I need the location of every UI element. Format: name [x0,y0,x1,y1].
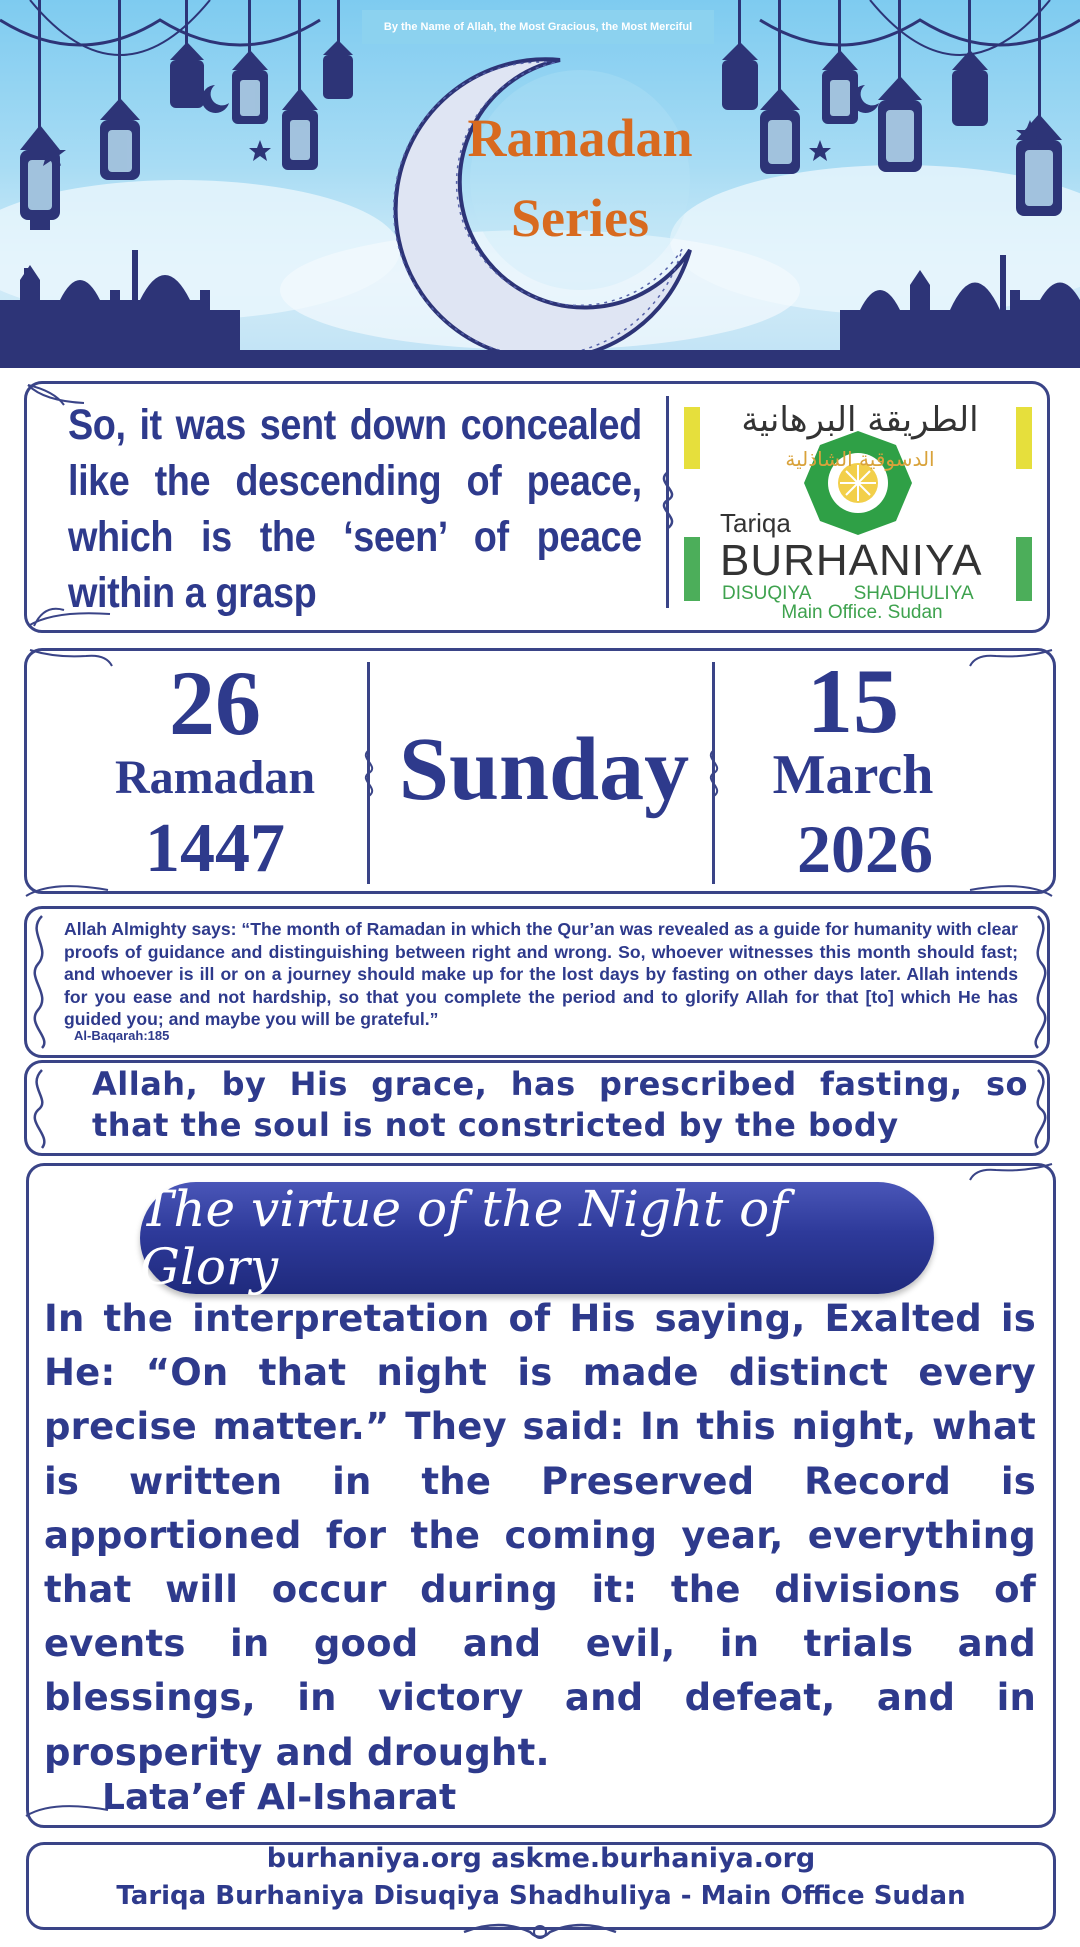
hijri-year: 1447 [145,810,285,887]
side-scroll-ornament-icon [22,1066,56,1152]
logo-arabic-title: الطريقة البرهانية [741,400,979,440]
logo-arabic-subtitle: الدسوقية الشاذلية [785,447,935,471]
series-title [455,98,705,258]
logo-sub-right: SHADHULIYA [853,583,974,604]
header-banner [0,0,1080,368]
logo-name: BURHANIYA [720,536,983,585]
footer-ornament-icon [460,1918,620,1946]
series-title-line2: Series [511,188,649,248]
gregorian-month: March [772,744,934,806]
series-title-line1: Ramadan [467,108,693,168]
side-scroll-ornament-icon [1024,1066,1058,1152]
verse-text: Allah Almighty says: “The month of Ramadan in which the Qur’an was revealed as a guide for humanity with clear proofs of guidance and distinguishing between right and wrong. So, whoever witnesses this month should fast; and whoever is ill or on a journey should make up for the lost days by fasting on other days later. Allah intends for you ease and not hardship, so that you complete the period and to glorify Allah for that [to] which He has guided you; and maybe you will be grateful.” [64,919,1018,1029]
article-title-banner: The virtue of the Night of Glory [140,1182,934,1294]
verse-reference: Al-Baqarah:185 [74,1028,170,1043]
grace-text: Allah, by His grace, has prescribed fasting, so that the soul is not constricted by the body [92,1065,1028,1144]
scroll-ornament-icon [701,748,727,798]
gregorian-year: 2026 [797,811,933,887]
gregorian-day: 15 [807,650,899,752]
corner-ornament-icon [22,1790,112,1820]
logo-sub-left: DISUQIYA [722,583,811,604]
quote-text: So, it was sent down concealed like the descending of peace, which is the ‘seen’ of peace within a grasp [68,401,642,617]
article-source: Lata’ef Al-Isharat [102,1777,457,1818]
weekday: Sunday [398,720,690,819]
footer-organization: Tariqa Burhaniya Disuqiya Shadhuliya - Main Office Sudan [116,1881,966,1911]
footer-links[interactable]: burhaniya.org askme.burhaniya.org [266,1843,816,1874]
hijri-day: 26 [169,652,261,754]
side-scroll-ornament-icon [22,912,56,1052]
basmala-strip: By the Name of Allah, the Most Gracious, the Most Merciful [362,10,714,44]
corner-ornament-icon [966,1160,1056,1190]
scroll-ornament-icon [356,748,382,798]
article-body: In the interpretation of His saying, Exalted is He: “On that night is made distinct every precise matter.” They said: In this night, what is written in the Preserved Record is apportioned for the coming year, everything that will occur during it: the divisions of events in good and evil, in trials and blessings, in victory and defeat, and in prosperity and drought. [44,1297,1036,1774]
hijri-month: Ramadan [114,751,316,804]
logo-tariqa: Tariqa [720,508,791,538]
logo-office: Main Office. Sudan [781,602,943,623]
side-scroll-ornament-icon [1024,912,1058,1052]
corner-ornament-icon [966,646,1056,676]
